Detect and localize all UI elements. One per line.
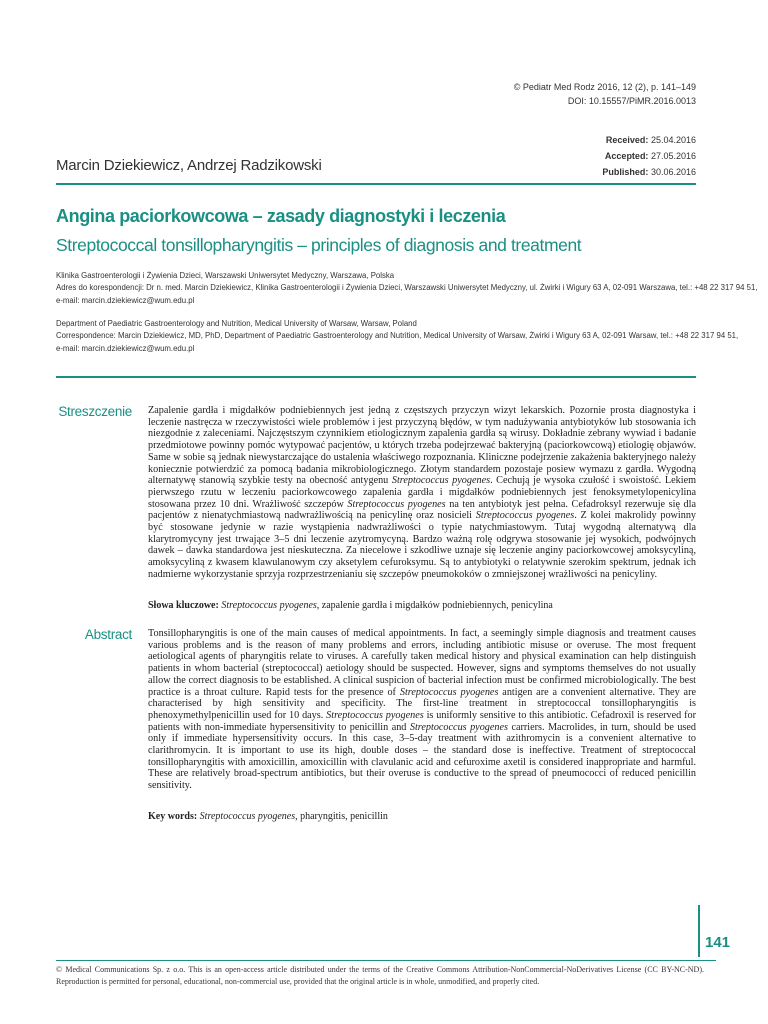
streszczenie-body: [148, 405, 696, 581]
abstract-paragraph: Tonsillopharyngitis is one of the main causes of medical appointments. In fact, a seemingly simple diagnosis and treatment causes various problems and is the reason of many problems and errors, including antibiotic misuse or overuse. The most frequent aetiological agents of pharyngitis relate to viruses. A carefully taken medical history and physical examination can help distinguish patients in whom bacterial (streptococcal) aetiology should be suspected. However, signs and symptoms themselves do not usually allow the correct diagnosis to be established. A clinical suspicion of bacterial infection must be confirmed microbiologically. The best practice is a throat culture. Rapid tests for the presence of Streptococcus pyogenes antigen are a convenient alternative. They are characterised by high sensitivity and specificity. The first-line treatment in streptococcal tonsillopharyngitis is phenoxymethylpenicillin used for 10 days. Streptococcus pyogenes is uniformly sensitive to this antibiotic. Cefadroxil is reserved for patients with non-immediate hypersensitivity to penicillin and Streptococcus pyogenes carriers. Macrolides, in turn, should be used only if immediate hypersensitivity occurs. In this case, 3–5-day treatment with azithromycin is a convenient alternative to clarithromycin. It is important to use its high, double doses – the standard dose is ineffective. Treatment of streptococcal tonsillopharyngitis with amoxicillin, amoxicillin with clavulanic acid and cefuroxime axetil is considered inappropriate and harmful. These are relatively broad-spectrum antibiotics, but their overuse is conductive to the spread of pneumococci of reduced penicillin sensitivity.: [148, 628, 697, 792]
affil-pl-email: e-mail: marcin.dziekiewicz@wum.edu.pl: [56, 295, 195, 305]
abstract-body: [148, 628, 696, 792]
divider-top: [56, 183, 696, 185]
authors: Marcin Dziekiewicz, Andrzej Radzikowski: [56, 157, 322, 174]
accepted-date: 27.05.2016: [650, 151, 696, 161]
title-polish: Angina paciorkowcowa – zasady diagnostyki i leczenia: [56, 206, 506, 226]
accepted-label: Accepted:: [604, 151, 649, 161]
page-number-rule: [698, 905, 700, 957]
affil-en-institution: Department of Paediatric Gastroenterology and Nutrition, Medical University of Warsaw, Warsaw, Poland: [56, 319, 417, 328]
streszczenie-heading: Streszczenie: [58, 404, 132, 419]
species-name: Streptococcus pyogenes: [475, 510, 575, 522]
received-line: [602, 132, 696, 148]
affiliation-polish: [56, 270, 758, 307]
divider-mid: [56, 376, 696, 378]
species-name: Streptococcus pyogenes: [326, 709, 424, 721]
dates-block: [602, 132, 696, 180]
species-name: Streptococcus pyogenes: [409, 721, 508, 733]
species-name: Streptococcus pyogenes: [391, 475, 491, 487]
affil-pl-correspondence: Adres do korespondencji: Dr n. med. Marcin Dziekiewicz, Klinika Gastroenterologii i Żywienia Dzieci, Warszawski Uniwersytet Medyczny, ul. Żwirki i Wigury 63 A, 02-091 Warszawa, tel.: +48 22 317 94 51,: [56, 283, 758, 293]
affil-en-email: e-mail: marcin.dziekiewicz@wum.edu.pl: [56, 343, 195, 353]
received-label: Received:: [605, 135, 649, 145]
slowa-kluczowe-label: Słowa kluczowe:: [148, 600, 219, 611]
citation: © Pediatr Med Rodz 2016, 12 (2), p. 141–149: [513, 82, 696, 92]
published-date: 30.06.2016: [650, 167, 696, 177]
published-line: [602, 164, 696, 180]
doi: DOI: 10.15557/PiMR.2016.0013: [567, 96, 696, 106]
page-number: 141: [705, 934, 731, 951]
streszczenie-paragraph: Zapalenie gardła i migdałków podniebiennych jest jedną z częstszych przyczyn wizyt lekarskich. Pozornie prosta diagnostyka i leczenie nastręcza w rzeczywistości wiele problemów i jest przyczyną błędów, w tym nadużywania antybiotyków lub stosowania ich niezgodnie z zaleceniami. Najczęstszym czynnikiem etiologicznym zapalenia gardła są wirusy. Dokładnie zebrany wywiad i badanie przedmiotowe powinny pomóc wytypować pacjentów, u których trzeba podejrzewać bakteryjną (paciorkowcową) etiologię objawów. Same w sobie są jednak niewystarczające do ustalenia właściwego rozpoznania. Kliniczne podejrzenie zakażenia bakteryjnego należy koniecznie potwierdzić za pomocą badania mikrobiologicznego. Złotym standardem pozostaje posiew wymazu z gardła. Wygodną alternatywę stanowią szybkie testy na obecność antygenu Streptococcus pyogenes. Cechują je wysoka czułość i swoistość. Lekiem pierwszego rzutu w leczeniu paciorkowcowego zapalenia gardła i migdałków podniebiennych jest fenoksymetylopenicylina stosowana przez 10 dni. Wrażliwość szczepów Streptococcus pyogenes na ten antybiotyk jest pełna. Cefadroksyl rezerwuje się dla pacjentów z nienatychmiastową nadwrażliwością na penicylinę oraz nosicieli Streptococcus pyogenes. Z kolei makrolidy powinny być stosowane jedynie w razie wystąpienia nadwrażliwości o typie natychmiastowym. Tutaj wygodną alternatywą dla klarytromycyny jest trwające 3–5 dni leczenie azytromycyną. Bardzo ważną rolę odgrywa stosowanie jej wysokich, podwójnych dawek – dawka standardowa jest nieskuteczna. Za niecelowe i szkodliwe uznaje się leczenie anginy paciorkowcowej amoksycyliną, amoksycyliną z kwasem klawulanowym czy aksetylem cefuroksymu. Są to antybiotyki o relatywnie szerokim spektrum, jednak ich nadmierne wykorzystanie sprzyja rozprzestrzenianiu się szczepów pneumokoków o zmniejszonej wrażliwości na penicyliny.: [148, 405, 697, 580]
affiliation-english: [56, 318, 739, 355]
slowa-kluczowe: Słowa kluczowe: Streptococcus pyogenes, zapalenie gardła i migdałków podniebiennych, penicylina: [148, 600, 553, 611]
footer-divider: [56, 960, 716, 961]
key-words-label: Key words:: [148, 811, 198, 822]
key-words: Key words: Streptococcus pyogenes, pharyngitis, penicillin: [148, 811, 388, 822]
received-date: 25.04.2016: [650, 135, 696, 145]
accepted-line: [602, 148, 696, 164]
license-text: © Medical Communications Sp. z o.o. This is an open-access article distributed under the terms of the Creative Commons Attribution-NonCommercial-NoDerivatives License (CC BY-NC-ND). Reproduction is permitted for personal, educational, non-commercial use, provided that the original article is in whole, unmodified, and properly cited.: [56, 965, 704, 986]
published-label: Published:: [602, 167, 649, 177]
title-english: Streptococcal tonsillopharyngitis – principles of diagnosis and treatment: [56, 235, 582, 255]
affil-en-correspondence: Correspondence: Marcin Dziekiewicz, MD, PhD, Department of Paediatric Gastroenterology and Nutrition, Medical University of Warsaw, Żwirki i Wigury 63 A, 02-091 Warsaw, tel.: +48 22 317 94 51,: [56, 331, 739, 341]
species-name: Streptococcus pyogenes: [399, 686, 499, 698]
citation-block: [514, 80, 696, 108]
affil-pl-institution: Klinika Gastroenterologii i Żywienia Dzieci, Warszawski Uniwersytet Medyczny, Warszawa, Polska: [56, 271, 395, 280]
abstract-heading: Abstract: [84, 627, 132, 642]
species-name: Streptococcus pyogenes: [347, 498, 446, 510]
